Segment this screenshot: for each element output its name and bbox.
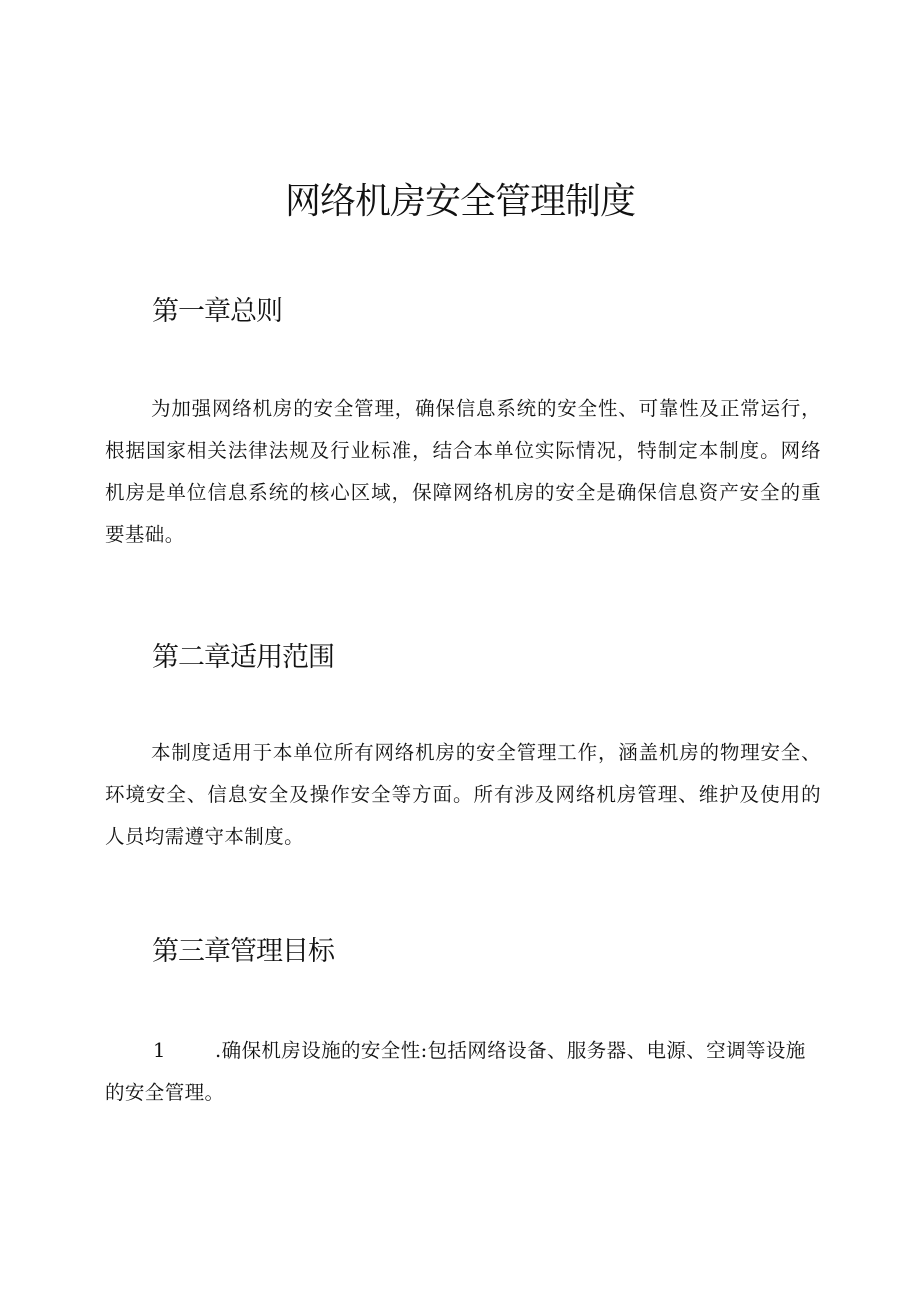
- chapter-2-heading: 第二章适用范围: [152, 642, 334, 673]
- chapter-1-heading: 第一章总则: [152, 296, 282, 327]
- document-title: 网络机房安全管理制度: [284, 181, 635, 222]
- list-item-number: 1: [153, 1039, 166, 1062]
- chapter-1-paragraph: 为加强网络机房的安全管理，确保信息系统的安全性、可靠性及正常运行，根据国家相关法律法规及行业标准，结合本单位实际情况，特制定本制度。网络机房是单位信息系统的核心区域，保障网络机房的安全是确保信息资产安全的重要基础。: [105, 397, 821, 546]
- list-item: [105, 1030, 821, 1114]
- list-item-text: .确保机房设施的安全性:包括网络设备、服务器、电源、空调等设施的安全管理。: [105, 1039, 806, 1104]
- chapter-2-paragraph: 本制度适用于本单位所有网络机房的安全管理工作，涵盖机房的物理安全、环境安全、信息安全及操作安全等方面。所有涉及网络机房管理、维护及使用的人员均需遵守本制度。: [105, 741, 821, 848]
- chapter-3-heading: 第三章管理目标: [152, 936, 334, 967]
